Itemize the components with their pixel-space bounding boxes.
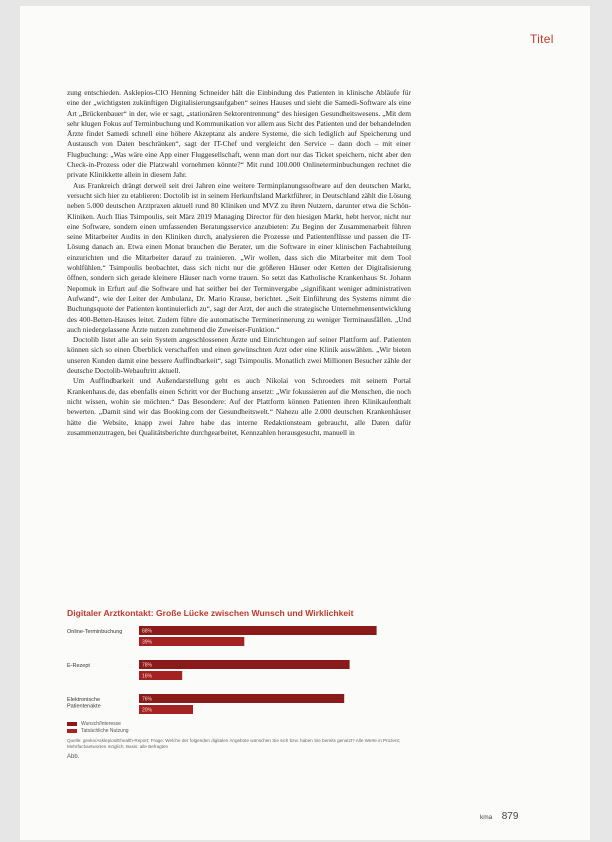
bar-chart (67, 624, 417, 716)
chart-title: Digitaler Arztkontakt: Große Lücke zwischen Wunsch und Wirklichkeit (67, 608, 354, 618)
bar-value-label: 16% (142, 673, 153, 680)
chart-source: Abb. (67, 754, 80, 760)
bar-value-label: 76% (142, 696, 153, 703)
bar (139, 637, 244, 646)
article-paragraph: Aus Frankreich drängt derweil seit drei Jahren eine weitere Terminplanungssoftware auf den deutschen Markt, versucht sich hier zu etablieren: Doctolib ist in seinem Herkunftsland Marktführer, in Deutschland zählt die Lösung neben 5.000 deutschen Arztpraxen aktuell rund 80 Kliniken und MVZ zu ihren Nutzern, darunter etwa die Schön-Kliniken. Auch Ilias Tsimpoulis, seit März 2019 Managing Director für den hiesigen Markt, hebt hervor, nicht nur eine Software, sondern einen umfassenden Beratungsservice anzubieten: Zu Beginn der Zusammenarbeit führen seine Mitarbeiter Audits in den Kliniken durch, analysieren die Prozesse und Patientenflüsse und passen die IT-Lösung danach an. Etwa einen Monat brauchen die Berater, um die Software in einer klinischen Fachabteilung einzurichten und die Mitarbeiter darauf zu trainieren. „Wir wollen, dass sich die Mitarbeiter mit dem Tool wohlfühlen.“ Tsimpoulis beobachtet, dass sich nicht nur die größeren Häuser oder Ketten der Digitalisierung öffnen, sondern sich gerade kleinere Häuser nach vorne trauen. So setzt das Katholische Krankenhaus St. Johann Nepomuk in Erfurt auf die Software und hat seither bei der Terminvergabe „signifikant weniger administrativen Aufwand“, wie der Leiter der Ambulanz, Dr. Mario Krause, berichtet. „Seit Einführung des Systems nimmt die Buchungsquote der Patienten kontinuierlich zu“, sagt der Arzt, der auch die strategische Unternehmensentwicklung des 400-Betten-Hauses leitet. Zudem führe die automatische Terminerinnerung zu weniger Terminausfällen. „Und auch niedergelassene Ärzte nutzen zunehmend die Zuweiser-Funktion.“ (67, 180, 411, 334)
bar-value-label: 78% (142, 662, 153, 669)
journal-name: kma (480, 814, 493, 821)
bar (139, 694, 344, 703)
chart-legend (67, 720, 417, 734)
bar (139, 626, 377, 635)
legend-label: Wunsch/Interesse (81, 720, 121, 727)
legend-swatch (67, 722, 77, 726)
page-number: 879 (501, 811, 519, 822)
category-label: E-Rezept (67, 663, 90, 669)
bar (139, 660, 350, 669)
legend-label: Tatsächliche Nutzung (81, 727, 129, 734)
bar-value-label: 20% (142, 707, 153, 714)
article-body (67, 88, 411, 438)
legend-item (67, 727, 417, 734)
bar-value-label: 39% (142, 639, 153, 646)
article-paragraph: Um Auffindbarkeit und Außendarstellung geht es auch Nikolai von Schroeders mit seinem Portal Krankenhaus.de, das ebenfalls einen Schritt vor der Buchung ansetzt: „Wir fokussieren auf die Menschen, die noch nicht wissen, wohin sie möchten.“ Das Besondere: Auf der Plattform können Patienten ihren Klinikaufenthalt bewerten. „Damit sind wir das Booking.com der Gesundheitswelt.“ Nahezu alle 2.000 deutschen Krankenhäuser hätte die Website, knapp zwei Jahre habe das interne Redaktionsteam gebraucht, alle Daten dafür zusammenzutragen, bei Qualitätsberichte durchgearbeitet, Kennzahlen herausgesucht, manuell in (67, 376, 411, 437)
category-label: Online-Terminbuchung (67, 629, 123, 635)
bar-value-label: 88% (142, 628, 153, 635)
legend-item (67, 720, 417, 727)
infographic (67, 608, 417, 760)
article-paragraph: Doctolib listet alle an sein System angeschlossenen Ärzte und Einrichtungen auf seiner Plattform auf. Patienten können sich so einen Überblick verschaffen und einen gewünschten Arzt oder eine Klinik auswählen. „Wir bieten unseren Kunden damit eine bessere Auffindbarkeit“, sagt Tsimpoulis. Monatlich zwei Millionen Besucher zähle der deutsche Doctolib-Webauftritt aktuell. (67, 335, 411, 376)
section-tag: Titel (530, 32, 554, 46)
article-paragraph: zung entschieden. Asklepios-CIO Henning Schneider hält die Einbindung des Patienten in klinische Abläufe für eine der „wichtigsten zukünftigen Digitalisierungsaufgaben“ seines Hauses und sieht die Samedi-Software als eine Art „Brückenbauer“ in der, wie er sagt, „stationären Sektorentrennung“ des hiesigen Gesundheitswesens. „Mit dem sehr klugen Fokus auf Terminbuchung und Kommunikation vor allem aus Sicht des Patienten und der behandelnden Ärzte findet Samedi schnell eine höhere Akzeptanz als andere Systeme, die sich lediglich auf Speicherung und Austausch von Daten beschränken“, sagt der IT-Chef und vergleicht den Service – dann doch – mit einer Flugbuchung: „Was wäre eine App einer Fluggesellschaft, wenn man dort nur das Ticket speichern, nicht aber den Check-in-Prozess oder die Platzwahl vornehmen könnte?“ Mit rund 100.000 Onlineterminbuchungen rechnet die private Klinikkette allein in diesem Jahr. (67, 88, 411, 180)
chart-note: Quelle: gevko/Asklepios/Ehealth-Report; Frage: Welche der folgenden digitalen Angebote wünschen Sie sich bzw. haben Sie bereits genutzt? Alle Werte in Prozent; Mehrfachantworten möglich; Basis: alle Befragten (67, 738, 401, 749)
magazine-page (20, 6, 590, 840)
legend-swatch (67, 729, 77, 733)
page-footer (480, 806, 518, 824)
category-label: Elektronische Patientenakte (67, 697, 101, 710)
